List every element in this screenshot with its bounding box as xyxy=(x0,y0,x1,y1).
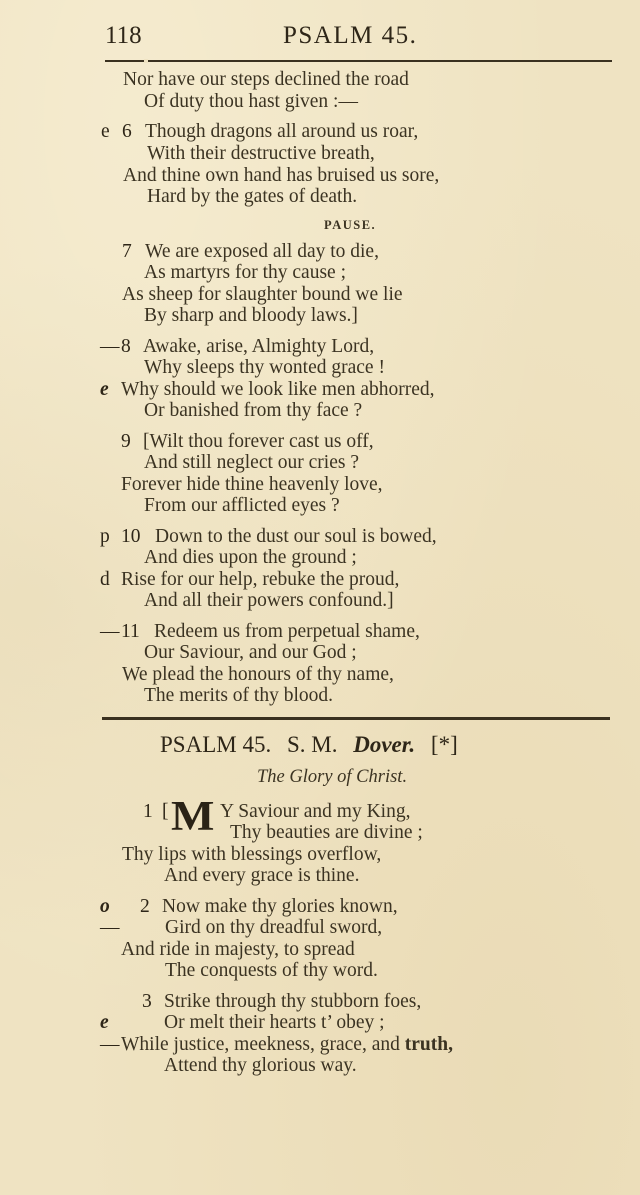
verse-line-text: While justice, meekness, grace, and xyxy=(121,1034,405,1055)
verse-line: Thy beauties are divine ; xyxy=(230,822,423,843)
dynamic-mark: — xyxy=(100,621,120,642)
verse-number: 11 xyxy=(121,621,140,642)
psalm-mark: [*] xyxy=(430,732,458,757)
psalm-tune: Dover. xyxy=(353,732,416,757)
verse-line: Now make thy glories known, xyxy=(162,896,398,917)
verse-number: 1 xyxy=(143,801,153,822)
dynamic-mark: e xyxy=(101,121,110,142)
verse-number: 10 xyxy=(121,526,141,547)
verse-line: Redeem us from perpetual shame, xyxy=(154,621,420,642)
verse-line: Rise for our help, rebuke the proud, xyxy=(121,569,400,590)
running-head xyxy=(105,22,610,58)
verse-bracket: [ xyxy=(162,801,169,822)
verse-line: Why sleeps thy wonted grace ! xyxy=(144,357,385,378)
verse-line: Gird on thy dreadful sword, xyxy=(165,917,383,938)
drop-cap: M xyxy=(171,792,215,840)
verse-line: We plead the honours of thy name, xyxy=(122,664,394,685)
verse-number: 3 xyxy=(142,991,152,1012)
verse-line: The conquests of thy word. xyxy=(165,960,378,981)
verse-line: From our afflicted eyes ? xyxy=(144,495,340,516)
verse-line: And every grace is thine. xyxy=(164,865,360,886)
verse-line: Though dragons all around us roar, xyxy=(145,121,419,142)
verse-line xyxy=(121,1035,453,1055)
verse-number: 6 xyxy=(122,121,132,142)
verse-line: Attend thy glorious way. xyxy=(164,1055,357,1076)
verse-line: Down to the dust our soul is bowed, xyxy=(155,526,437,547)
dynamic-mark: o xyxy=(100,896,110,917)
dynamic-mark: d xyxy=(100,569,110,590)
verse-number: 9 xyxy=(121,431,131,452)
dynamic-mark: e xyxy=(100,379,109,400)
verse-number: 7 xyxy=(122,241,132,262)
verse-line: The merits of thy blood. xyxy=(144,685,334,706)
verse-line: Why should we look like men abhorred, xyxy=(121,379,435,400)
verse-line: And thine own hand has bruised us sore, xyxy=(123,165,440,186)
verse-line-bold-word: truth, xyxy=(404,1034,453,1055)
psalm-subtitle: The Glory of Christ. xyxy=(257,767,408,787)
verse-line: By sharp and bloody laws.] xyxy=(144,305,358,326)
verse-line: Our Saviour, and our God ; xyxy=(144,642,357,663)
verse-line: With their destructive breath, xyxy=(147,143,375,164)
section-divider xyxy=(102,717,610,720)
verse-line: And still neglect our cries ? xyxy=(144,452,359,473)
dynamic-mark: p xyxy=(100,526,110,547)
dynamic-mark: — xyxy=(100,917,120,938)
verse-line: Strike through thy stubborn foes, xyxy=(164,991,422,1012)
verse-number: 2 xyxy=(140,896,150,917)
running-title: PSALM 45. xyxy=(283,22,418,49)
continuation-line-1: Nor have our steps declined the road xyxy=(123,69,409,90)
header-rule-gap xyxy=(144,59,148,63)
verse-line: Hard by the gates of death. xyxy=(147,186,358,207)
dynamic-mark: — xyxy=(100,336,120,357)
verse-line: [Wilt thou forever cast us off, xyxy=(143,431,374,452)
header-rule xyxy=(105,60,612,62)
verse-line: Thy lips with blessings overflow, xyxy=(122,844,382,865)
verse-line: Or banished from thy face ? xyxy=(144,400,363,421)
verse-line: And all their powers confound.] xyxy=(144,590,394,611)
verse-line: Awake, arise, Almighty Lord, xyxy=(143,336,375,357)
verse-line: We are exposed all day to die, xyxy=(145,241,379,262)
verse-line: Y Saviour and my King, xyxy=(220,801,411,822)
verse-number: 8 xyxy=(121,336,131,357)
psalm-heading xyxy=(160,732,468,758)
verse-line: Or melt their hearts t’ obey ; xyxy=(164,1012,385,1033)
continuation-line-2: Of duty thou hast given :— xyxy=(144,91,358,112)
verse-line: And ride in majesty, to spread xyxy=(121,939,355,960)
pause-label: PAUSE. xyxy=(324,218,377,232)
verse-line: As sheep for slaughter bound we lie xyxy=(122,284,403,305)
dynamic-mark: — xyxy=(100,1034,120,1055)
verse-line: As martyrs for thy cause ; xyxy=(144,262,346,283)
psalm-meter: S. M. xyxy=(286,732,338,757)
verse-line: Forever hide thine heavenly love, xyxy=(121,474,383,495)
dynamic-mark: e xyxy=(100,1012,109,1033)
page-number: 118 xyxy=(105,22,142,49)
psalm-title: PSALM 45. xyxy=(160,732,272,757)
verse-line: And dies upon the ground ; xyxy=(144,547,357,568)
